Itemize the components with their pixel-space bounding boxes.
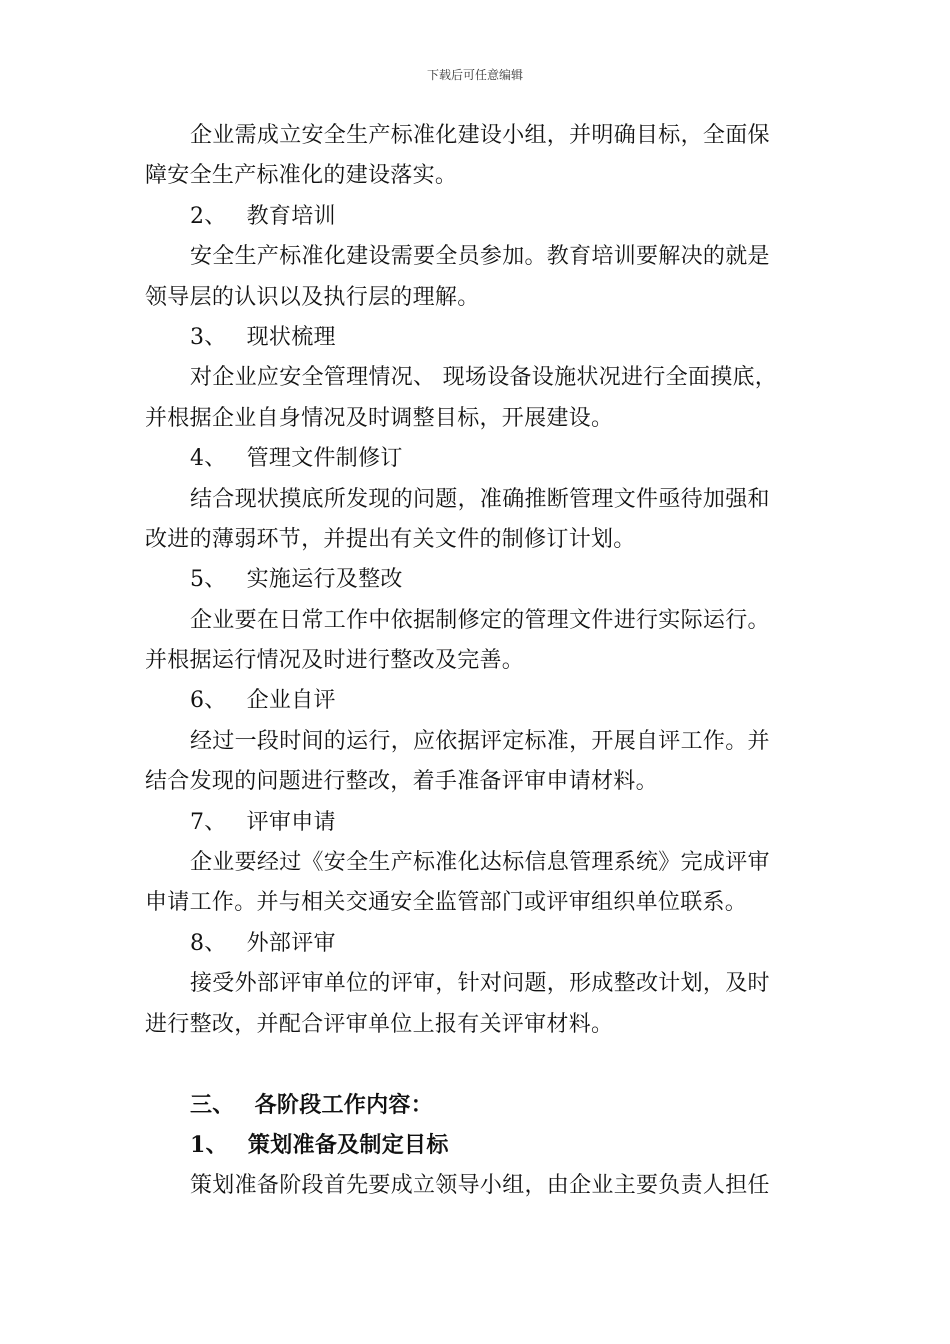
heading-text: 现状梳理 <box>246 324 336 350</box>
heading-number: 2、 <box>190 203 227 229</box>
step-heading <box>145 318 810 358</box>
paragraph-line: 接受外部评审单位的评审，针对问题，形成整改计划，及时 <box>190 971 770 997</box>
paragraph-line: 进行整改，并配合评审单位上报有关评审材料。 <box>145 1011 614 1037</box>
heading-number: 1、 <box>190 1132 228 1159</box>
document-body <box>145 116 810 1206</box>
section-heading <box>145 1085 810 1125</box>
paragraph-line: 申请工作。并与相关交通安全监管部门或评审组织单位联系。 <box>145 890 748 916</box>
heading-text: 各阶段工作内容： <box>254 1092 434 1118</box>
paragraph-line: 对企业应安全管理情况、 现场设备设施状况进行全面摸底， <box>190 365 778 391</box>
paragraph-line: 领导层的认识以及执行层的理解。 <box>145 284 480 310</box>
heading-text: 教育培训 <box>246 203 336 229</box>
heading-number: 4、 <box>190 446 227 472</box>
section-gap <box>145 1045 810 1085</box>
paragraph-line: 企业要经过《安全生产标准化达标信息管理系统》完成评审 <box>190 850 770 876</box>
heading-number: 5、 <box>190 567 227 593</box>
heading-number: 3、 <box>190 324 227 350</box>
heading-number: 三、 <box>190 1091 235 1118</box>
heading-text: 评审申请 <box>246 809 336 835</box>
heading-text: 企业自评 <box>246 688 336 714</box>
paragraph-line: 经过一段时间的运行，应依据评定标准，开展自评工作。并 <box>190 728 770 754</box>
heading-number: 7、 <box>190 809 227 835</box>
paragraph-line: 改进的薄弱环节，并提出有关文件的制修订计划。 <box>145 526 636 552</box>
paragraph-line: 结合发现的问题进行整改，着手准备评审申请材料。 <box>145 769 658 795</box>
heading-text: 策划准备及制定目标 <box>247 1133 449 1159</box>
step-heading <box>145 924 810 964</box>
page-header: 下载后可任意编辑 <box>426 68 523 82</box>
paragraph-line: 安全生产标准化建设需要全员参加。教育培训要解决的就是 <box>190 244 770 270</box>
paragraph-line: 结合现状摸底所发现的问题，准确推断管理文件亟待加强和 <box>190 486 770 512</box>
heading-number: 8、 <box>190 930 227 956</box>
paragraph-line: 企业需成立安全生产标准化建设小组，并明确目标，全面保 <box>190 123 770 148</box>
step-heading <box>145 439 810 479</box>
step-heading <box>145 803 810 843</box>
paragraph-line: 策划准备阶段首先要成立领导小组，由企业主要负责人担任 <box>190 1172 770 1198</box>
step-heading <box>145 197 810 237</box>
paragraph-line: 并根据企业自身情况及时调整目标，开展建设。 <box>145 405 614 431</box>
paragraph-line: 障安全生产标准化的建设落实。 <box>145 163 458 189</box>
heading-text: 实施运行及整改 <box>246 567 403 593</box>
step-heading <box>145 560 810 600</box>
heading-number: 6、 <box>190 688 227 714</box>
step-heading <box>145 681 810 721</box>
section-heading <box>145 1125 810 1165</box>
heading-text: 管理文件制修订 <box>246 446 403 472</box>
paragraph-line: 企业要在日常工作中依据制修定的管理文件进行实际运行。 <box>190 607 770 633</box>
paragraph-line: 并根据运行情况及时进行整改及完善。 <box>145 648 525 674</box>
heading-text: 外部评审 <box>246 930 336 956</box>
